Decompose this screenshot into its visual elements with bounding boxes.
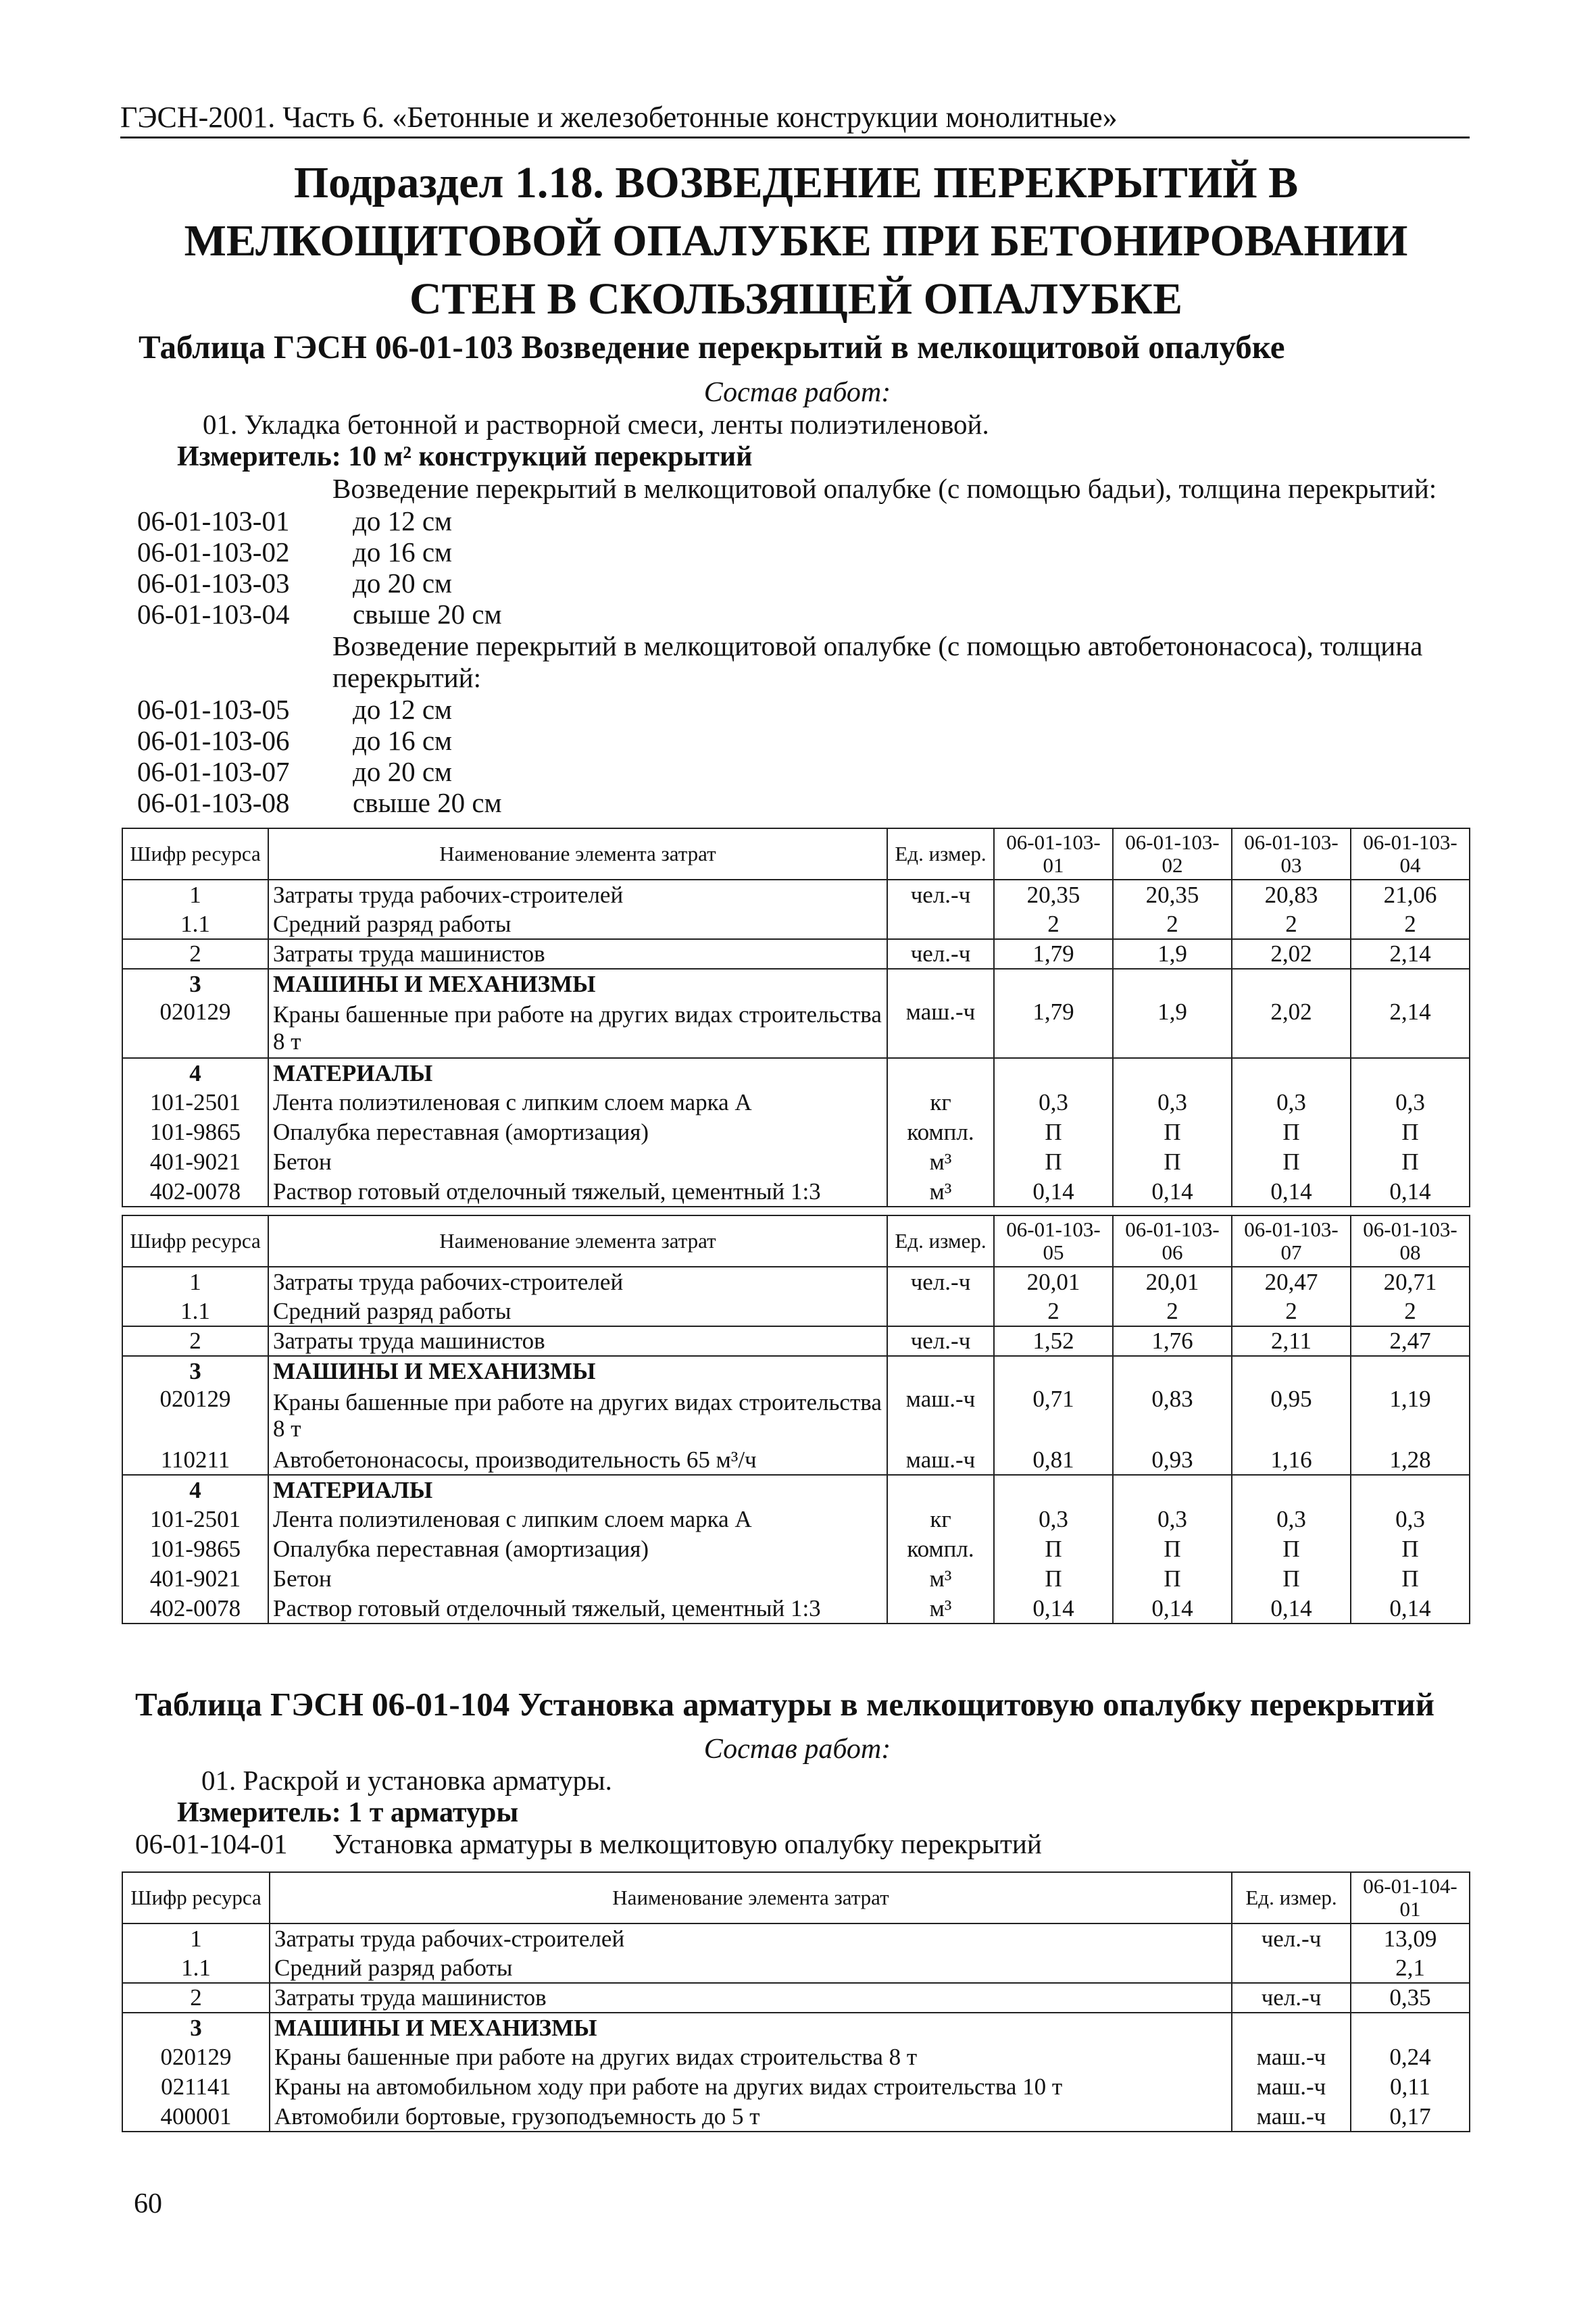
- table-row: [122, 1356, 1470, 1386]
- cell-value: 0,71: [994, 1386, 1113, 1445]
- cell-value: 0,14: [1351, 1177, 1470, 1207]
- cell-value: 0,14: [1351, 1594, 1470, 1624]
- cell-code: 2: [122, 1983, 270, 2013]
- cell-unit: маш.-ч: [1232, 2072, 1351, 2102]
- cell-value: 2: [1113, 1297, 1232, 1326]
- variant-code: 06-01-103-04: [137, 599, 290, 630]
- cell-value: 21,06: [1351, 880, 1470, 909]
- resource-table-103-01-04: [122, 828, 1470, 1207]
- cell-unit: чел.-ч: [887, 1267, 994, 1297]
- cell-value: [1351, 2013, 1470, 2042]
- cell-value: 0,3: [994, 1505, 1113, 1534]
- cell-unit: кг: [887, 1088, 994, 1117]
- variant-code: 06-01-104-01: [135, 1828, 288, 1859]
- header-variant-column: 06-01-103-01: [994, 828, 1113, 880]
- cell-code: 402-0078: [122, 1594, 268, 1624]
- variant-text: до 20 см: [353, 756, 453, 787]
- cell-name: Затраты труда машинистов: [270, 1983, 1232, 2013]
- cell-value: 0,24: [1351, 2042, 1470, 2072]
- cell-name: Опалубка переставная (амортизация): [268, 1117, 887, 1147]
- table-103-work-item: 01. Укладка бетонной и растворной смеси, ленты полиэтиленовой.: [203, 409, 989, 440]
- cell-value: 0,3: [1351, 1088, 1470, 1117]
- cell-value: 20,01: [994, 1267, 1113, 1297]
- header-rule: [120, 136, 1470, 139]
- cell-value: 1,9: [1113, 939, 1232, 969]
- cell-value: П: [1351, 1534, 1470, 1564]
- header-code: Шифр ресурса: [122, 1872, 270, 1923]
- cell-value: [1351, 1475, 1470, 1505]
- variant-text: до 20 см: [353, 568, 453, 599]
- cell-unit: чел.-ч: [887, 1326, 994, 1356]
- cell-unit: маш.-ч: [1232, 2042, 1351, 2072]
- variant-code: 06-01-103-03: [137, 568, 290, 599]
- header-unit: Ед. измер.: [887, 1215, 994, 1267]
- table-103-work-caption: Состав работ:: [703, 377, 891, 408]
- cell-unit: маш.-ч: [887, 1386, 994, 1445]
- cell-name: Затраты труда рабочих-строителей: [268, 880, 887, 909]
- cell-value: 1,79: [994, 939, 1113, 969]
- header-variant-column: 06-01-103-03: [1232, 828, 1351, 880]
- cell-value: [1232, 1475, 1351, 1505]
- cell-value: П: [994, 1147, 1113, 1177]
- table-row: [122, 1267, 1470, 1297]
- cell-code: 101-2501: [122, 1505, 268, 1534]
- cell-code: 1.1: [122, 1297, 268, 1326]
- cell-code: 3: [122, 969, 268, 999]
- cell-value: 0,83: [1113, 1386, 1232, 1445]
- table-row: [122, 1177, 1470, 1207]
- cell-name: МАШИНЫ И МЕХАНИЗМЫ: [268, 969, 887, 999]
- cell-value: П: [1113, 1147, 1232, 1177]
- cell-value: 2: [994, 1297, 1113, 1326]
- table-row: [122, 2102, 1470, 2132]
- variant-text: до 16 см: [353, 725, 453, 756]
- cell-unit: чел.-ч: [1232, 1923, 1351, 1953]
- table-row: [122, 999, 1470, 1058]
- cell-value: 2: [1232, 1297, 1351, 1326]
- cell-name: Лента полиэтиленовая с липким слоем марка А: [268, 1088, 887, 1117]
- table-row: [122, 1594, 1470, 1624]
- cell-value: 0,3: [1113, 1088, 1232, 1117]
- cell-value: 2,02: [1232, 939, 1351, 969]
- cell-code: 401-9021: [122, 1147, 268, 1177]
- cell-unit: м³: [887, 1594, 994, 1624]
- cell-name: Краны на автомобильном ходу при работе на других видах строительства 10 т: [270, 2072, 1232, 2102]
- cell-name: Средний разряд работы: [268, 909, 887, 939]
- cell-value: 0,14: [994, 1594, 1113, 1624]
- cell-code: 402-0078: [122, 1177, 268, 1207]
- table-row: [122, 880, 1470, 909]
- cell-value: 0,11: [1351, 2072, 1470, 2102]
- cell-code: 1.1: [122, 1953, 270, 1983]
- cell-value: П: [1232, 1117, 1351, 1147]
- cell-code: 1: [122, 1267, 268, 1297]
- cell-value: П: [1113, 1564, 1232, 1594]
- cell-unit: маш.-ч: [887, 999, 994, 1058]
- table-104-title: Таблица ГЭСН 06-01-104 Установка арматуры в мелкощитовую опалубку перекрытий: [135, 1686, 1435, 1723]
- table-row: [122, 1475, 1470, 1505]
- cell-code: 020129: [122, 1386, 268, 1445]
- cell-unit: компл.: [887, 1117, 994, 1147]
- variant-text: свыше 20 см: [353, 599, 502, 630]
- cell-value: 2,14: [1351, 999, 1470, 1058]
- cell-value: 2: [1232, 909, 1351, 939]
- cell-unit: кг: [887, 1505, 994, 1534]
- header-variant-column: 06-01-103-06: [1113, 1215, 1232, 1267]
- variant-text: Установка арматуры в мелкощитовую опалубку перекрытий: [332, 1828, 1042, 1859]
- subsection-title: Подраздел 1.18. ВОЗВЕДЕНИЕ ПЕРЕКРЫТИЙ В МЕЛКОЩИТОВОЙ ОПАЛУБКЕ ПРИ БЕТОНИРОВАНИИ СТЕН В СКОЛЬЗЯЩЕЙ ОПАЛУБКЕ: [184, 158, 1408, 324]
- cell-value: 0,14: [1232, 1177, 1351, 1207]
- cell-value: 2: [994, 909, 1113, 939]
- cell-name: Затраты труда рабочих-строителей: [270, 1923, 1232, 1953]
- cell-name: МАШИНЫ И МЕХАНИЗМЫ: [268, 1356, 887, 1386]
- cell-code: 4: [122, 1058, 268, 1088]
- resource-table-103-05-08: [122, 1215, 1470, 1624]
- cell-value: 2,11: [1232, 1326, 1351, 1356]
- cell-value: 1,28: [1351, 1445, 1470, 1475]
- cell-value: 20,47: [1232, 1267, 1351, 1297]
- table-row: [122, 1326, 1470, 1356]
- header-variant-column: 06-01-103-02: [1113, 828, 1232, 880]
- table-row: [122, 969, 1470, 999]
- cell-unit: [1232, 1953, 1351, 1983]
- cell-code: 020129: [122, 999, 268, 1058]
- cell-value: [1113, 1058, 1232, 1088]
- cell-name: МАТЕРИАЛЫ: [268, 1058, 887, 1088]
- header-variant-column: 06-01-103-05: [994, 1215, 1113, 1267]
- cell-value: 0,14: [1232, 1594, 1351, 1624]
- cell-name: Раствор готовый отделочный тяжелый, цементный 1:3: [268, 1594, 887, 1624]
- cell-value: 0,3: [1113, 1505, 1232, 1534]
- variant-code: 06-01-103-08: [137, 787, 290, 818]
- cell-value: [1351, 969, 1470, 999]
- cell-code: 020129: [122, 2042, 270, 2072]
- cell-name: Краны башенные при работе на других видах строительства 8 т: [268, 999, 887, 1058]
- cell-value: 0,3: [1232, 1088, 1351, 1117]
- cell-value: П: [1113, 1534, 1232, 1564]
- cell-code: 3: [122, 1356, 268, 1386]
- table-row: [122, 1923, 1470, 1953]
- cell-value: [994, 1356, 1113, 1386]
- cell-value: 1,79: [994, 999, 1113, 1058]
- cell-name: Затраты труда машинистов: [268, 1326, 887, 1356]
- cell-unit: чел.-ч: [887, 939, 994, 969]
- table-row: [122, 1983, 1470, 2013]
- header-variant-column: 06-01-103-04: [1351, 828, 1470, 880]
- cell-value: [994, 1475, 1113, 1505]
- cell-value: [1232, 1356, 1351, 1386]
- cell-value: 0,3: [994, 1088, 1113, 1117]
- cell-value: 1,52: [994, 1326, 1113, 1356]
- table-104-meter: Измеритель: 1 т арматуры: [177, 1797, 519, 1828]
- cell-name: Средний разряд работы: [270, 1953, 1232, 1983]
- cell-unit: чел.-ч: [887, 880, 994, 909]
- table-row: [122, 1386, 1470, 1445]
- table-103-title: Таблица ГЭСН 06-01-103 Возведение перекрытий в мелкощитовой опалубке: [139, 328, 1285, 366]
- table-row: [122, 1088, 1470, 1117]
- cell-unit: чел.-ч: [1232, 1983, 1351, 2013]
- cell-value: 20,35: [1113, 880, 1232, 909]
- cell-name: Средний разряд работы: [268, 1297, 887, 1326]
- cell-code: 021141: [122, 2072, 270, 2102]
- variant-text: до 12 см: [353, 505, 453, 536]
- cell-unit: маш.-ч: [1232, 2102, 1351, 2132]
- table-104-work-item: 01. Раскрой и установка арматуры.: [201, 1765, 612, 1796]
- cell-value: 1,9: [1113, 999, 1232, 1058]
- cell-code: 2: [122, 939, 268, 969]
- cell-value: [1113, 1356, 1232, 1386]
- cell-code: 3: [122, 2013, 270, 2042]
- table-row: [122, 2042, 1470, 2072]
- cell-value: 13,09: [1351, 1923, 1470, 1953]
- cell-value: [1232, 969, 1351, 999]
- cell-unit: м³: [887, 1147, 994, 1177]
- cell-value: [1232, 1058, 1351, 1088]
- variant-code: 06-01-103-05: [137, 694, 290, 725]
- cell-value: П: [1232, 1147, 1351, 1177]
- table-row: [122, 2013, 1470, 2042]
- cell-value: 20,71: [1351, 1267, 1470, 1297]
- cell-value: 2: [1351, 1297, 1470, 1326]
- table-row: [122, 1505, 1470, 1534]
- variant-code: 06-01-103-01: [137, 505, 290, 536]
- variant-code: 06-01-103-07: [137, 756, 290, 787]
- cell-unit: компл.: [887, 1534, 994, 1564]
- table-row: [122, 1147, 1470, 1177]
- header-variant-column: 06-01-104-01: [1351, 1872, 1470, 1923]
- cell-value: [1351, 1356, 1470, 1386]
- table-row: [122, 1534, 1470, 1564]
- header-code: Шифр ресурса: [122, 828, 268, 880]
- cell-unit: [887, 1058, 994, 1088]
- cell-value: 0,3: [1351, 1505, 1470, 1534]
- table-103-meter: Измеритель: 10 м² конструкций перекрытий: [177, 441, 753, 472]
- cell-unit: [887, 1475, 994, 1505]
- page-number: 60: [134, 2188, 162, 2219]
- table-row: [122, 1953, 1470, 1983]
- cell-value: 0,14: [1113, 1594, 1232, 1624]
- cell-value: 20,35: [994, 880, 1113, 909]
- cell-unit: [887, 1297, 994, 1326]
- cell-value: 0,35: [1351, 1983, 1470, 2013]
- cell-value: [994, 1058, 1113, 1088]
- cell-value: [994, 969, 1113, 999]
- cell-name: Краны башенные при работе на других видах строительства 8 т: [268, 1386, 887, 1445]
- cell-value: 1,16: [1232, 1445, 1351, 1475]
- variant-text: до 16 см: [353, 536, 453, 568]
- cell-value: П: [994, 1534, 1113, 1564]
- header-unit: Ед. измер.: [887, 828, 994, 880]
- cell-code: 400001: [122, 2102, 270, 2132]
- variant-text: свыше 20 см: [353, 787, 502, 818]
- cell-unit: маш.-ч: [887, 1445, 994, 1475]
- cell-code: 2: [122, 1326, 268, 1356]
- cell-code: 101-2501: [122, 1088, 268, 1117]
- cell-name: Затраты труда машинистов: [268, 939, 887, 969]
- cell-unit: [887, 969, 994, 999]
- cell-code: 110211: [122, 1445, 268, 1475]
- cell-code: 1.1: [122, 909, 268, 939]
- cell-value: 2,02: [1232, 999, 1351, 1058]
- cell-name: Бетон: [268, 1564, 887, 1594]
- cell-value: 20,01: [1113, 1267, 1232, 1297]
- table-row: [122, 1445, 1470, 1475]
- table-104-work-caption: Состав работ:: [703, 1734, 891, 1765]
- table-row: [122, 2072, 1470, 2102]
- variant-code: 06-01-103-06: [137, 725, 290, 756]
- cell-value: П: [1351, 1564, 1470, 1594]
- running-header: ГЭСН-2001. Часть 6. «Бетонные и железобетонные конструкции монолитные»: [120, 101, 1118, 134]
- cell-value: 0,3: [1232, 1505, 1351, 1534]
- table-row: [122, 939, 1470, 969]
- cell-value: 2: [1351, 909, 1470, 939]
- cell-value: 1,19: [1351, 1386, 1470, 1445]
- cell-value: 0,17: [1351, 2102, 1470, 2132]
- cell-code: 401-9021: [122, 1564, 268, 1594]
- table-row: [122, 1117, 1470, 1147]
- header-variant-column: 06-01-103-07: [1232, 1215, 1351, 1267]
- cell-value: П: [1351, 1117, 1470, 1147]
- variant-text: до 12 см: [353, 694, 453, 725]
- header-name: Наименование элемента затрат: [270, 1872, 1232, 1923]
- cell-name: Опалубка переставная (амортизация): [268, 1534, 887, 1564]
- table-103-group2-description: Возведение перекрытий в мелкощитовой опалубке (с помощью автобетононасоса), толщина перекрытий:: [332, 630, 1423, 693]
- cell-name: Затраты труда рабочих-строителей: [268, 1267, 887, 1297]
- cell-value: 2,47: [1351, 1326, 1470, 1356]
- cell-value: 20,83: [1232, 880, 1351, 909]
- table-103-group1-description: Возведение перекрытий в мелкощитовой опалубке (с помощью бадьи), толщина перекрытий:: [332, 473, 1437, 504]
- cell-value: 2: [1113, 909, 1232, 939]
- cell-unit: м³: [887, 1177, 994, 1207]
- cell-value: П: [1232, 1564, 1351, 1594]
- variant-code: 06-01-103-02: [137, 536, 290, 568]
- table-row: [122, 1564, 1470, 1594]
- header-code: Шифр ресурса: [122, 1215, 268, 1267]
- cell-value: П: [1351, 1147, 1470, 1177]
- header-name: Наименование элемента затрат: [268, 828, 887, 880]
- cell-value: 2,1: [1351, 1953, 1470, 1983]
- cell-value: [1351, 1058, 1470, 1088]
- cell-name: Раствор готовый отделочный тяжелый, цементный 1:3: [268, 1177, 887, 1207]
- cell-name: Автомобили бортовые, грузоподъемность до 5 т: [270, 2102, 1232, 2132]
- cell-value: П: [994, 1117, 1113, 1147]
- cell-value: [1113, 1475, 1232, 1505]
- cell-value: 0,14: [1113, 1177, 1232, 1207]
- cell-value: 0,93: [1113, 1445, 1232, 1475]
- cell-code: 101-9865: [122, 1534, 268, 1564]
- cell-name: Автобетононасосы, производительность 65 м³/ч: [268, 1445, 887, 1475]
- cell-value: П: [994, 1564, 1113, 1594]
- cell-unit: м³: [887, 1564, 994, 1594]
- cell-unit: [887, 1356, 994, 1386]
- cell-name: Бетон: [268, 1147, 887, 1177]
- cell-code: 1: [122, 880, 268, 909]
- cell-value: П: [1232, 1534, 1351, 1564]
- header-name: Наименование элемента затрат: [268, 1215, 887, 1267]
- cell-value: 0,95: [1232, 1386, 1351, 1445]
- table-row: [122, 909, 1470, 939]
- cell-value: 1,76: [1113, 1326, 1232, 1356]
- cell-code: 4: [122, 1475, 268, 1505]
- cell-name: МАШИНЫ И МЕХАНИЗМЫ: [270, 2013, 1232, 2042]
- cell-unit: [1232, 2013, 1351, 2042]
- cell-name: Краны башенные при работе на других видах строительства 8 т: [270, 2042, 1232, 2072]
- header-unit: Ед. измер.: [1232, 1872, 1351, 1923]
- cell-unit: [887, 909, 994, 939]
- cell-code: 1: [122, 1923, 270, 1953]
- cell-value: [1113, 969, 1232, 999]
- cell-code: 101-9865: [122, 1117, 268, 1147]
- table-row: [122, 1058, 1470, 1088]
- cell-value: 0,14: [994, 1177, 1113, 1207]
- resource-table-104-01: [122, 1871, 1470, 2132]
- cell-value: 0,81: [994, 1445, 1113, 1475]
- header-variant-column: 06-01-103-08: [1351, 1215, 1470, 1267]
- cell-name: Лента полиэтиленовая с липким слоем марка А: [268, 1505, 887, 1534]
- cell-name: МАТЕРИАЛЫ: [268, 1475, 887, 1505]
- table-row: [122, 1297, 1470, 1326]
- cell-value: П: [1113, 1117, 1232, 1147]
- cell-value: 2,14: [1351, 939, 1470, 969]
